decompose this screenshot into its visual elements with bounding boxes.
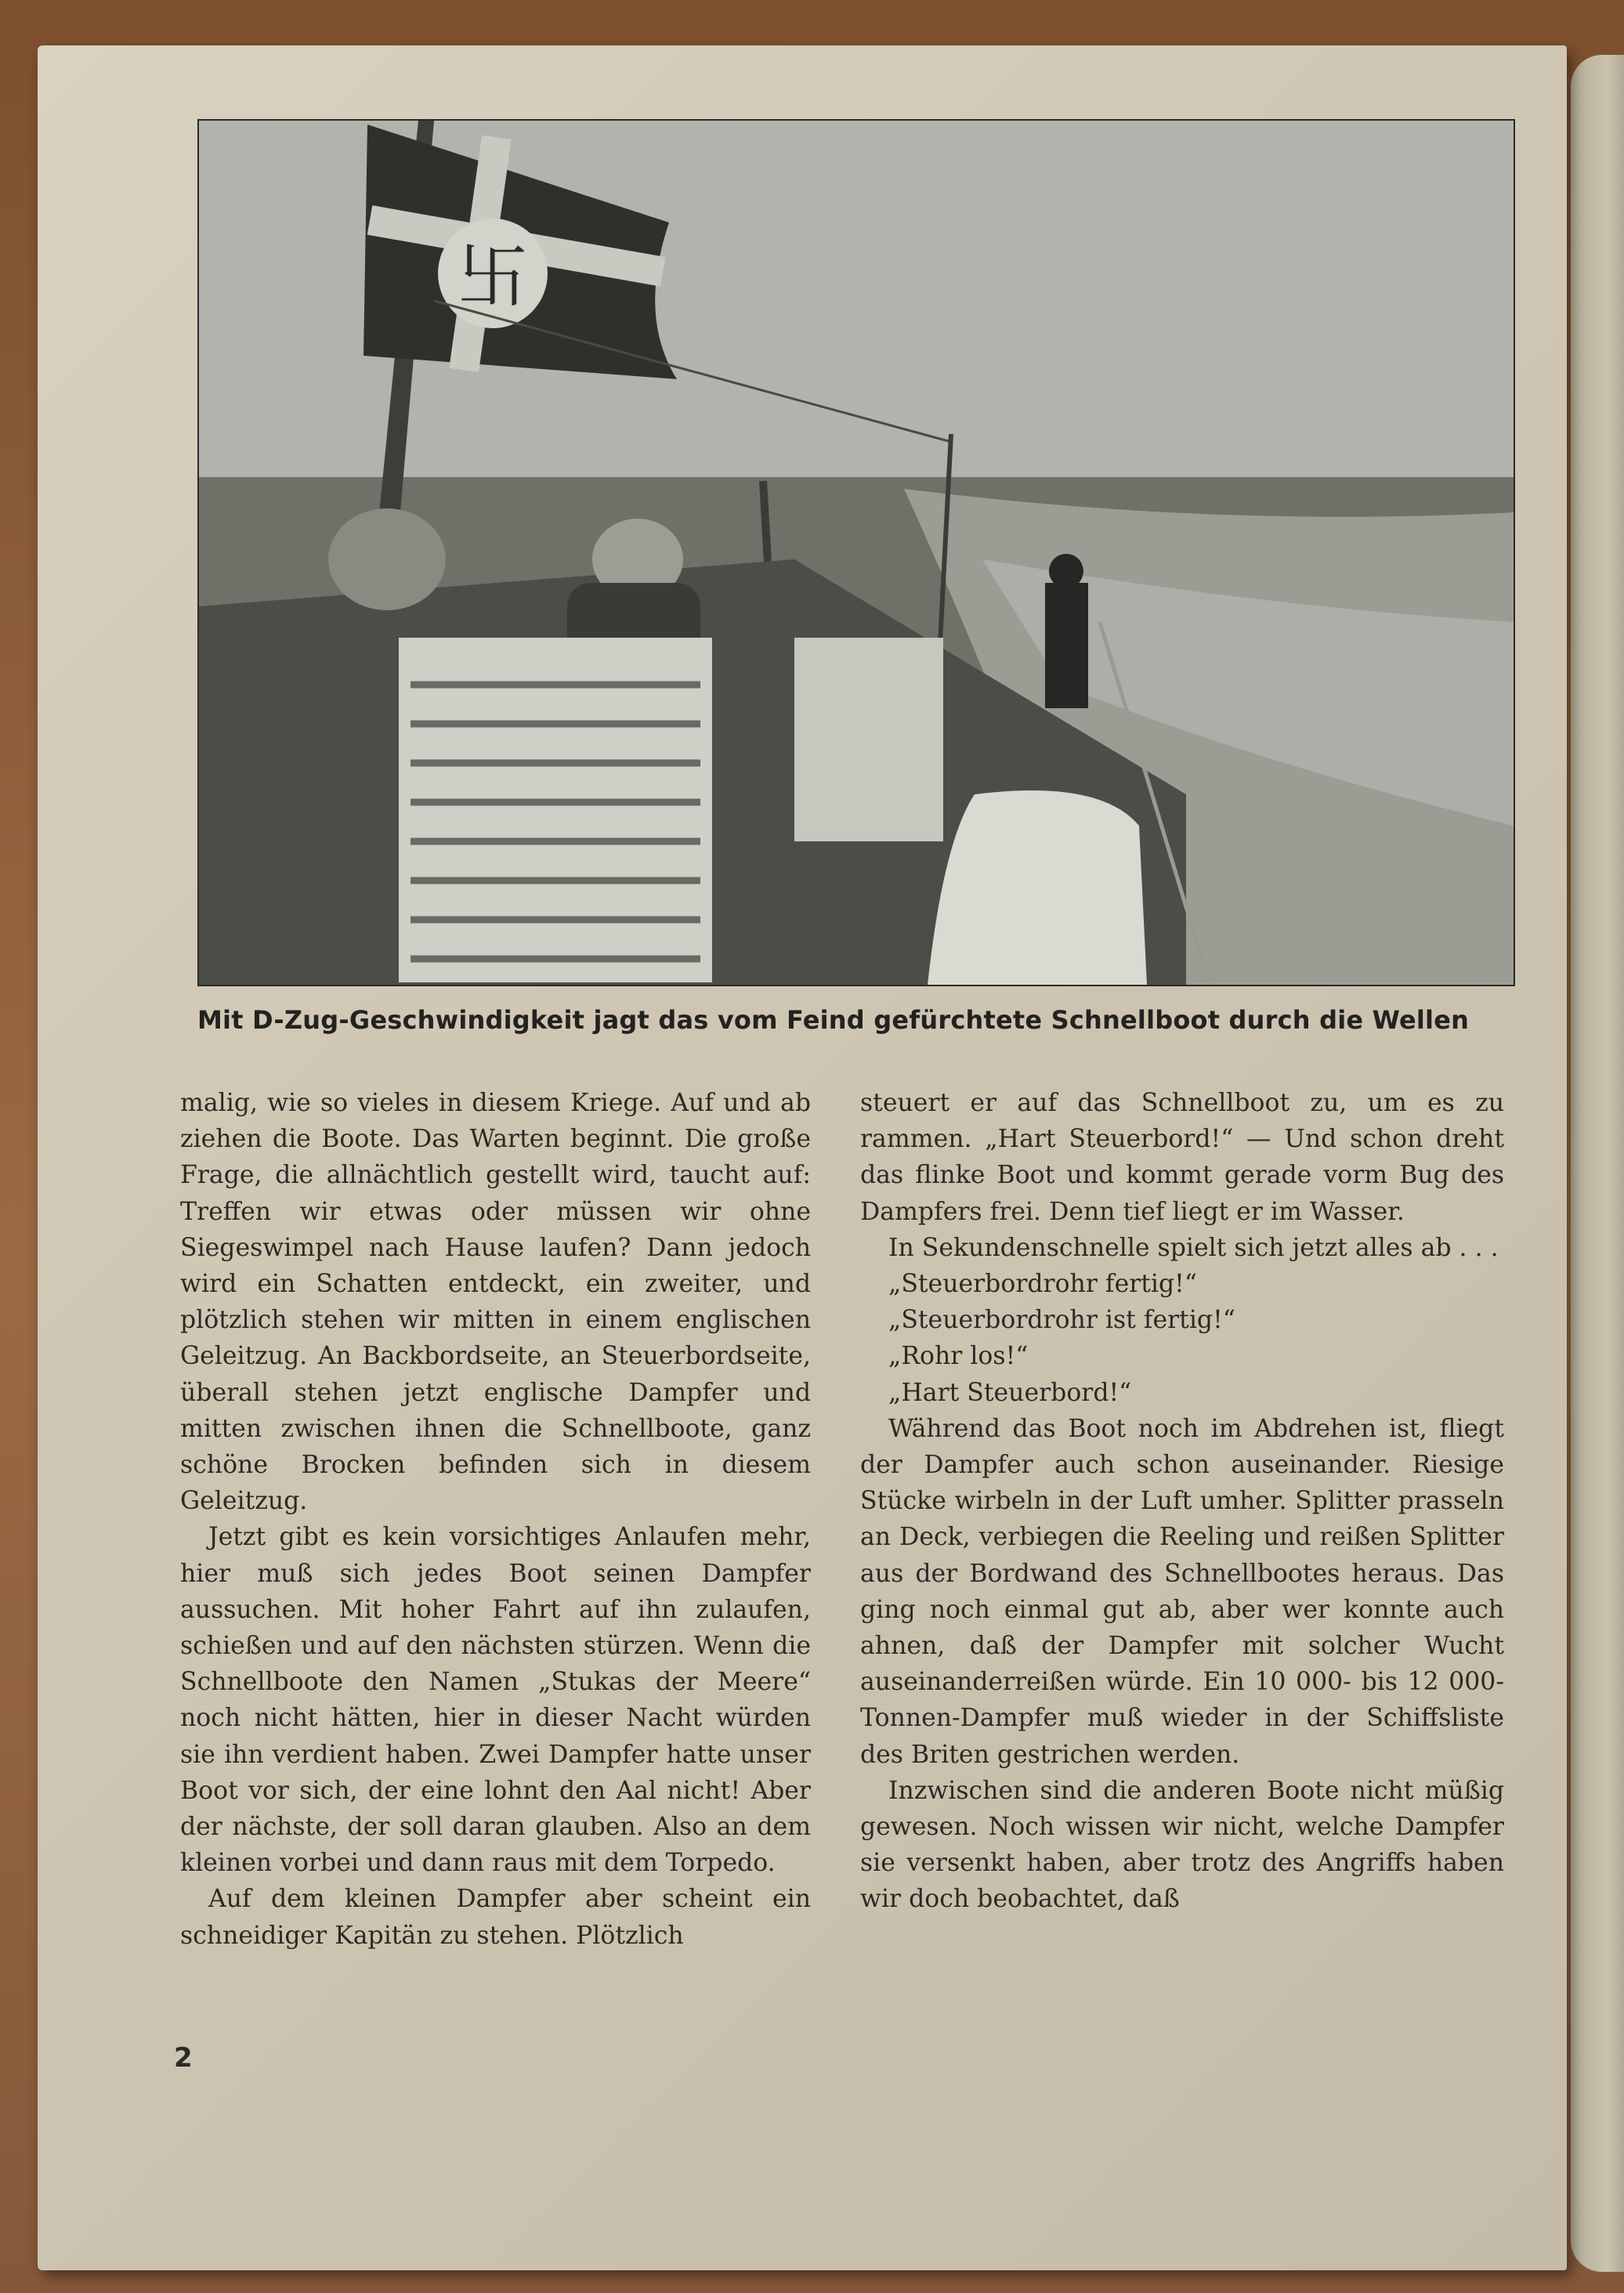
left-column [180,1085,811,1954]
right-paragraph-3: Während das Boot noch im Abdrehen ist, fliegt der Dampfer auch schon auseinander. Riesige Stücke wirbeln in der Luft umher. Splitter prasseln an Deck, verbiegen die Reeling und reißen Splitter aus der Bordwand des Schnellbootes heraus. Das ging noch einmal gut ab, aber wer konnte auch ahnen, daß der Dampfer mit solcher Wucht auseinanderreißen würde. Ein 10 000- bis 12 000-Tonnen-Dampfer muß wieder in der Schiffsliste des Briten gestrichen werden. [860,1414,1504,1769]
page-number: 2 [174,2042,193,2074]
svg-text:卐: 卐 [458,236,528,318]
schnellboot-photo [197,119,1515,986]
dialogue-line: „Hart Steuerbord!“ [888,1378,1132,1407]
next-page-edge [1571,55,1624,2272]
dialogue-line: „Steuerbordrohr fertig!“ [888,1270,1197,1299]
dialogue-line: „Rohr los!“ [888,1342,1029,1371]
right-paragraph-4: Inzwischen sind die anderen Boote nicht müßig gewesen. Noch wissen wir nicht, welche Dampfer sie versenkt haben, aber trotz des Angriffs haben wir doch beobachtet, daß [860,1776,1504,1914]
photo-caption: Mit D-Zug-Geschwindigkeit jagt das vom Feind gefürchtete Schnellboot durch die Wellen [197,1005,1470,1035]
left-paragraph-2: Jetzt gibt es kein vorsichtiges Anlaufen mehr, hier muß sich jedes Boot seinen Dampfer aussuchen. Mit hoher Fahrt auf ihn zulaufen, schießen und auf den nächsten stürzen. Wenn die Schnellboote den Namen „Stukas der Meere“ noch nicht hätten, hier in dieser Nacht würden sie ihn verdient haben. Zwei Dampfer hatte unser Boot vor sich, der eine lohnt den Aal nicht! Aber der nächste, der soll daran glauben. Also an dem kleinen vorbei und dann raus mit dem Torpedo. [180,1523,811,1878]
left-paragraph-3: Auf dem kleinen Dampfer aber scheint ein schneidiger Kapitän zu stehen. Plötzlich [180,1885,811,1950]
right-paragraph-2: In Sekundenschnelle spielt sich jetzt alles ab . . . [888,1233,1499,1262]
right-column [860,1085,1504,1918]
schnellboot-photo-icon [199,121,1514,985]
left-paragraph-1: malig, wie so vieles in diesem Kriege. Auf und ab ziehen die Boote. Das Warten beginnt. Die große Frage, die allnächtlich gestellt wird, taucht auf: Treffen wir etwas oder müssen wir ohne Siegeswimpel nach Hause laufen? Dann jedoch wird ein Schatten entdeckt, ein zweiter, und plötzlich stehen wir mitten in einem englischen Geleitzug. An Backbordseite, an Steuerbordseite, überall stehen jetzt englische Dampfer und mitten zwischen ihnen die Schnellboote, ganz schöne Brocken befinden sich in diesem Geleitzug. [180,1089,811,1516]
right-paragraph-1: steuert er auf das Schnellboot zu, um es zu rammen. „Hart Steuerbord!“ — Und schon dreht das flinke Boot und kommt gerade vorm Bug des Dampfers frei. Denn tief liegt er im Wasser. [860,1089,1504,1226]
dialogue-line: „Steuerbordrohr ist fertig!“ [888,1306,1235,1335]
